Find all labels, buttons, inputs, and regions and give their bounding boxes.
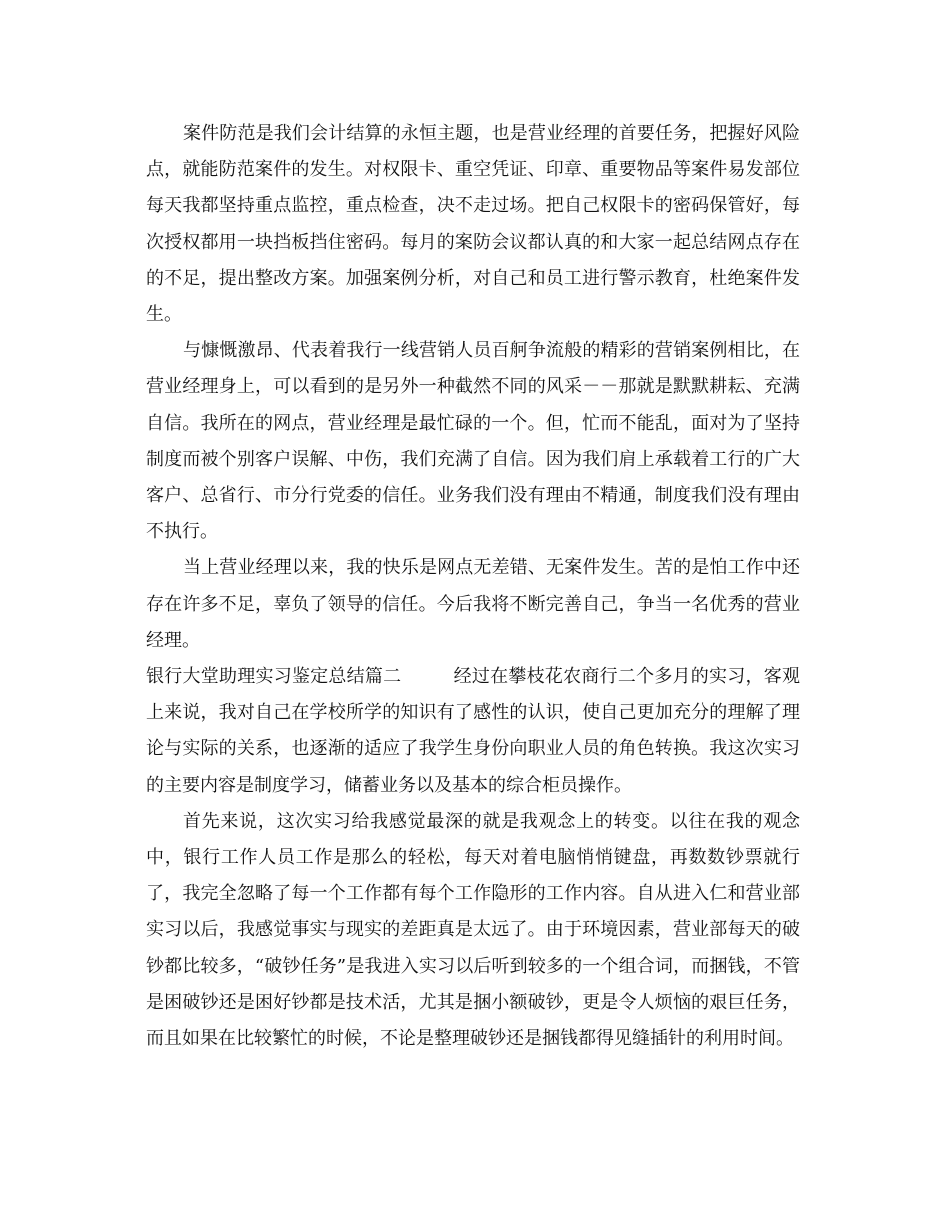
section-two-paragraph xyxy=(146,659,800,804)
document-body xyxy=(146,116,800,1057)
paragraph-operations-manager-style: 与慷慨激昂、代表着我行一线营销人员百舸争流般的精彩的营销案例相比，在营业经理身上，可以看到的是另外一种截然不同的风采－－那就是默默耕耘、充满自信。我所在的网点，营业经理是最忙碌的一个。但，忙而不能乱，面对为了坚持制度而被个别客户误解、中伤，我们充满了自信。因为我们肩上承载着工行的广大客户、总省行、市分行党委的信任。业务我们没有理由不精通，制度我们没有理由不执行。 xyxy=(146,340,800,543)
section-first-paragraph: 经过在攀枝花农商行二个多月的实习，客观上来说，我对自己在学校所学的知识有了感性的认识，使自己更加充分的理解了理论与实际的关系，也逐渐的适应了我学生身份向职业人员的角色转换。我这次实习的主要内容是制度学习，储蓄业务以及基本的综合柜员操作。 xyxy=(146,666,801,796)
paragraph-case-prevention: 案件防范是我们会计结算的永恒主题，也是营业经理的首要任务，把握好风险点，就能防范案件的发生。对权限卡、重空凭证、印章、重要物品等案件易发部位每天我都坚持重点监控，重点检查，决不走过场。把自己权限卡的密码保管好，每次授权都用一块挡板挡住密码。每月的案防会议都认真的和大家一起总结网点存在的不足，提出整改方案。加强案例分析，对自己和员工进行警示教育，杜绝案件发生。 xyxy=(146,123,800,326)
section-heading: 银行大堂助理实习鉴定总结篇二 xyxy=(146,666,402,688)
paragraph-concept-change: 首先来说，这次实习给我感觉最深的就是我观念上的转变。以往在我的观念中，银行工作人员工作是那么的轻松，每天对着电脑悄悄键盘，再数数钞票就行了，我完全忽略了每一个工作都有每个工作隐形的工作内容。自从进入仁和营业部实习以后，我感觉事实与现实的差距真是太远了。由于环境因素，营业部每天的破钞都比较多，“破钞任务”是我进入实习以后听到较多的一个组合词，而捆钱，不管是困破钞还是困好钞都是技术活，尤其是捆小额破钞，更是令人烦恼的艰巨任务，而且如果在比较繁忙的时候，不论是整理破钞还是捆钱都得见缝插针的利用时间。 xyxy=(146,810,800,1050)
paragraph-happiness-and-worries: 当上营业经理以来，我的快乐是网点无差错、无案件发生。苦的是怕工作中还存在许多不足，辜负了领导的信任。今后我将不断完善自己，争当一名优秀的营业经理。 xyxy=(146,557,800,651)
